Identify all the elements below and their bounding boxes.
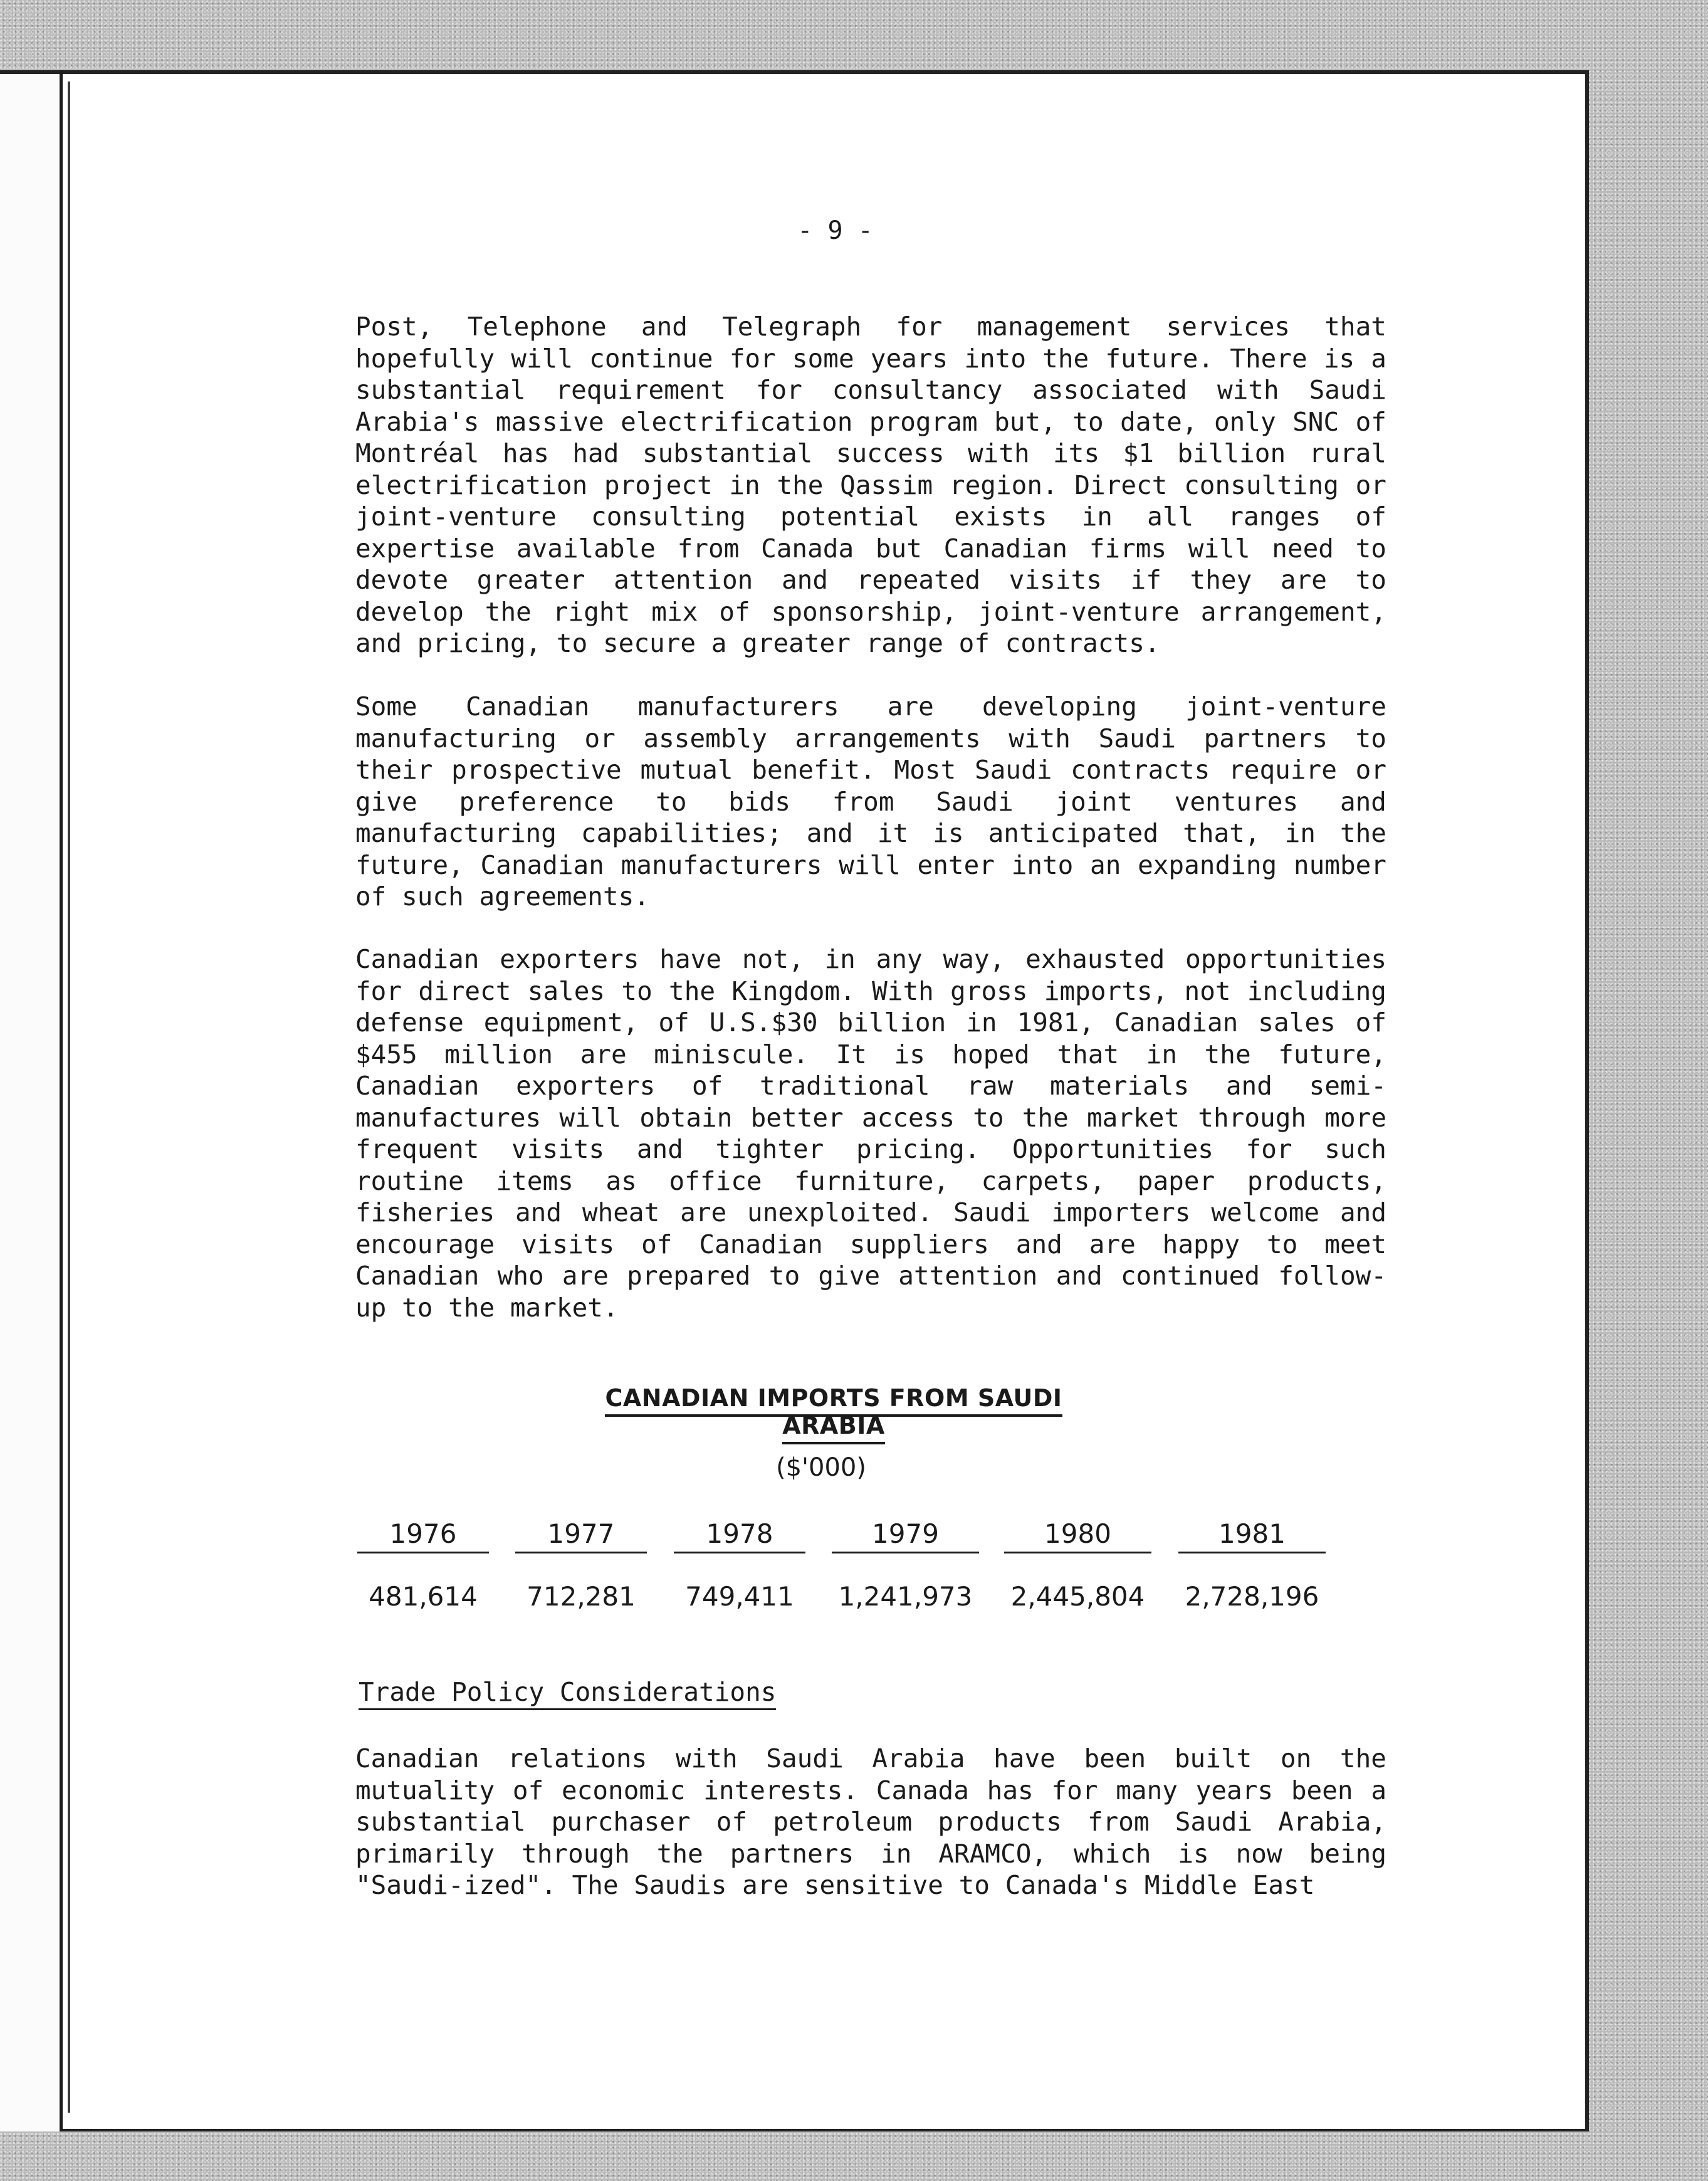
binding-edge-inner: [68, 81, 70, 2113]
table-year-header: 1978: [674, 1518, 805, 1553]
body-paragraph: Canadian relations with Saudi Arabia have been built on the mutuality of economic interests. Canada has for many years been a substantial purchaser of petroleum products from Saudi Arabia, primarily through the partners in ARAMCO, which is now being "Saudi-ized". The Saudis are sensitive to Canada's Middle East: [355, 1743, 1386, 1900]
facing-page-edge: [0, 70, 60, 2131]
table-title: [564, 1384, 1103, 1439]
body-paragraph: Canadian exporters have not, in any way, exhausted opportunities for direct sales to the Kingdom. With gross imports, not including defense equipment, of U.S.$30 billion in 1981, Canadian sales of $455 million are miniscule. It is hoped that in the future, Canadian exporters of traditional raw materials and semi-manufactures will obtain better access to the market through more frequent visits and tighter pricing. Opportunities for such routine items as office furniture, carpets, paper products, fisheries and wheat are unexploited. Saudi importers welcome and encourage visits of Canadian suppliers and are happy to meet Canadian who are prepared to give attention and continued follow-up to the market.: [355, 944, 1386, 1323]
table-year-header: 1981: [1178, 1518, 1326, 1553]
page-number: - 9 -: [797, 216, 873, 245]
body-paragraph: Some Canadian manufacturers are developing joint-venture manufacturing or assembly arrangements with Saudi partners to their prospective mutual benefit. Most Saudi contracts require or give preference to bids from Saudi joint ventures and manufacturing capabilities; and it is anticipated that, in the future, Canadian manufacturers will enter into an expanding number of such agreements.: [355, 691, 1386, 912]
table-units: ($'000): [775, 1453, 866, 1482]
table-value: 1,241,973: [838, 1581, 973, 1612]
table-title-text: CANADIAN IMPORTS FROM SAUDI ARABIA: [605, 1384, 1062, 1444]
table-year-header: 1980: [1004, 1518, 1151, 1553]
table-value: 481,614: [369, 1581, 478, 1612]
binding-edge: [60, 70, 63, 2131]
table-value: 2,728,196: [1185, 1581, 1319, 1612]
table-value: 2,445,804: [1010, 1581, 1145, 1612]
table-value: 712,281: [527, 1581, 636, 1612]
table-value: 749,411: [685, 1581, 794, 1612]
table-year-header: 1977: [515, 1518, 647, 1553]
table-year-header: 1976: [357, 1518, 489, 1553]
body-paragraph: Post, Telephone and Telegraph for management services that hopefully will continue for some years into the future. There is a substantial requirement for consultancy associated with Saudi Arabia's massive electrification program but, to date, only SNC of Montréal has had substantial success with its $1 billion rural electrification project in the Qassim region. Direct consulting or joint-venture consulting potential exists in all ranges of expertise available from Canada but Canadian firms will need to devote greater attention and repeated visits if they are to develop the right mix of sponsorship, joint-venture arrangement, and pricing, to secure a greater range of contracts.: [355, 312, 1386, 658]
section-heading: Trade Policy Considerations: [359, 1677, 776, 1710]
table-year-header: 1979: [832, 1518, 979, 1553]
